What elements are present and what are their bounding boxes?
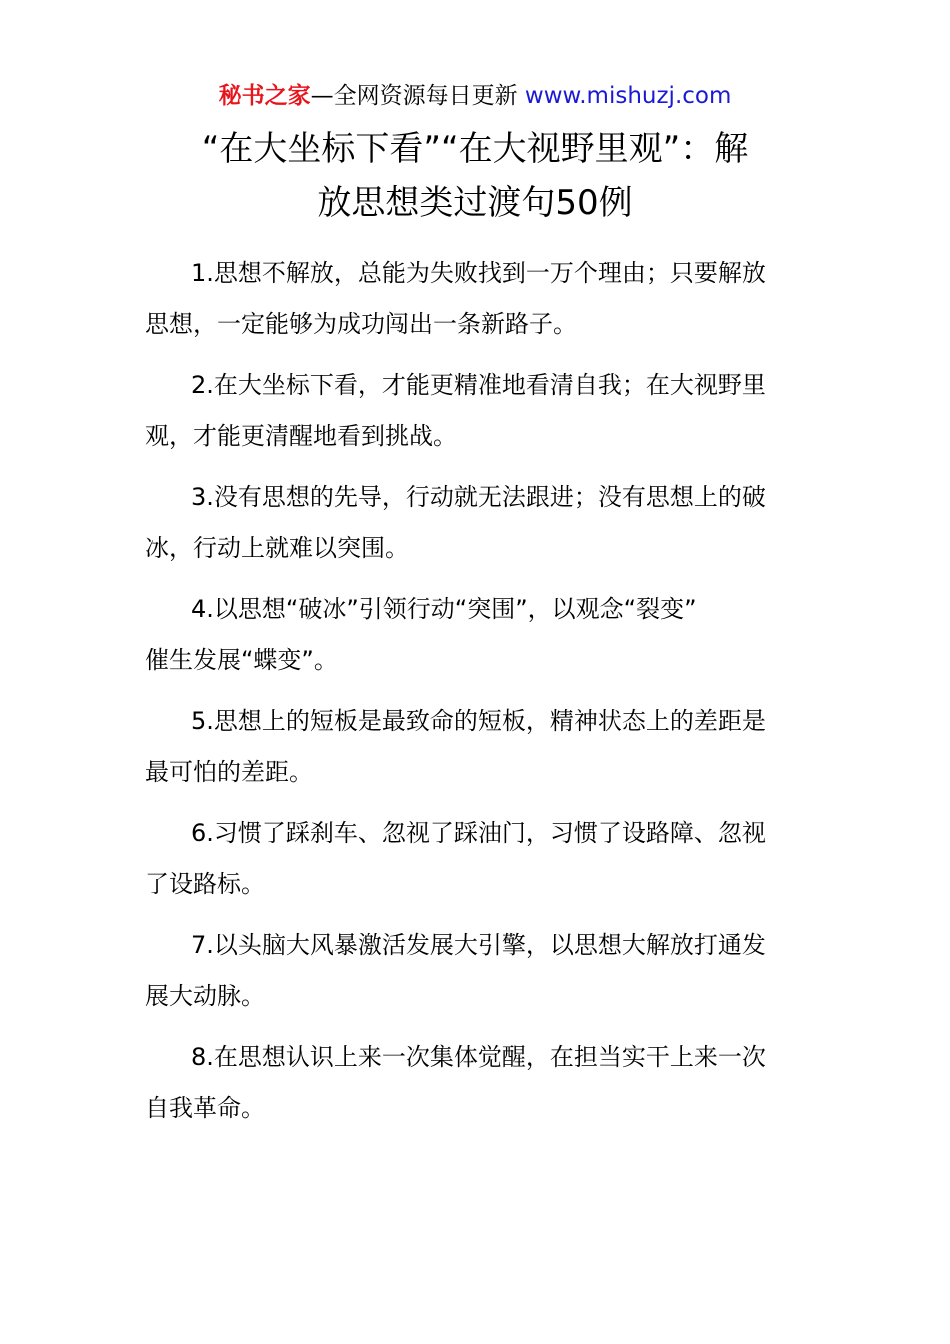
header-tagline: —全网资源每日更新 [310,83,518,109]
list-item [145,1032,807,1134]
site-url-link[interactable]: www.mishuzj.com [524,83,732,109]
list-item-line: 思想，一定能够为成功闯出一条新路子。 [145,310,577,338]
list-item-line: 了设路标。 [145,870,265,898]
list-item [145,584,807,686]
list-item-line: 6.习惯了踩刹车、忽视了踩油门，习惯了设路障、忽视 [191,819,766,847]
list-item-line: 5.思想上的短板是最致命的短板，精神状态上的差距是 [191,707,766,735]
brand-name: 秘书之家 [218,83,311,109]
title-line-2: 放思想类过渡句50例 [317,183,633,223]
list-item-line: 3.没有思想的先导，行动就无法跟进；没有思想上的破 [191,483,766,511]
site-header [0,80,950,112]
list-item [145,472,807,574]
list-item [145,920,807,1022]
list-item [145,696,807,798]
list-item-line: 催生发展“蝶变”。 [145,646,338,674]
list-item-line: 展大动脉。 [145,982,265,1010]
list-item-line: 8.在思想认识上来一次集体觉醒，在担当实干上来一次 [191,1043,766,1071]
list-item-line: 4.以思想“破冰”引领行动“突围”，以观念“裂变” [191,595,697,623]
document-title [130,122,820,230]
list-item-line: 最可怕的差距。 [145,758,313,786]
transition-sentence-list [145,248,807,1144]
list-item-line: 2.在大坐标下看，才能更精准地看清自我；在大视野里 [191,371,766,399]
list-item-line: 冰，行动上就难以突围。 [145,534,409,562]
title-line-1: “在大坐标下看”“在大视野里观”：解 [201,129,749,169]
list-item-line: 1.思想不解放，总能为失败找到一万个理由；只要解放 [191,259,766,287]
list-item-line: 7.以头脑大风暴激活发展大引擎，以思想大解放打通发 [191,931,766,959]
list-item-line: 自我革命。 [145,1094,265,1122]
list-item-line: 观，才能更清醒地看到挑战。 [145,422,457,450]
list-item [145,248,807,350]
list-item [145,360,807,462]
list-item [145,808,807,910]
